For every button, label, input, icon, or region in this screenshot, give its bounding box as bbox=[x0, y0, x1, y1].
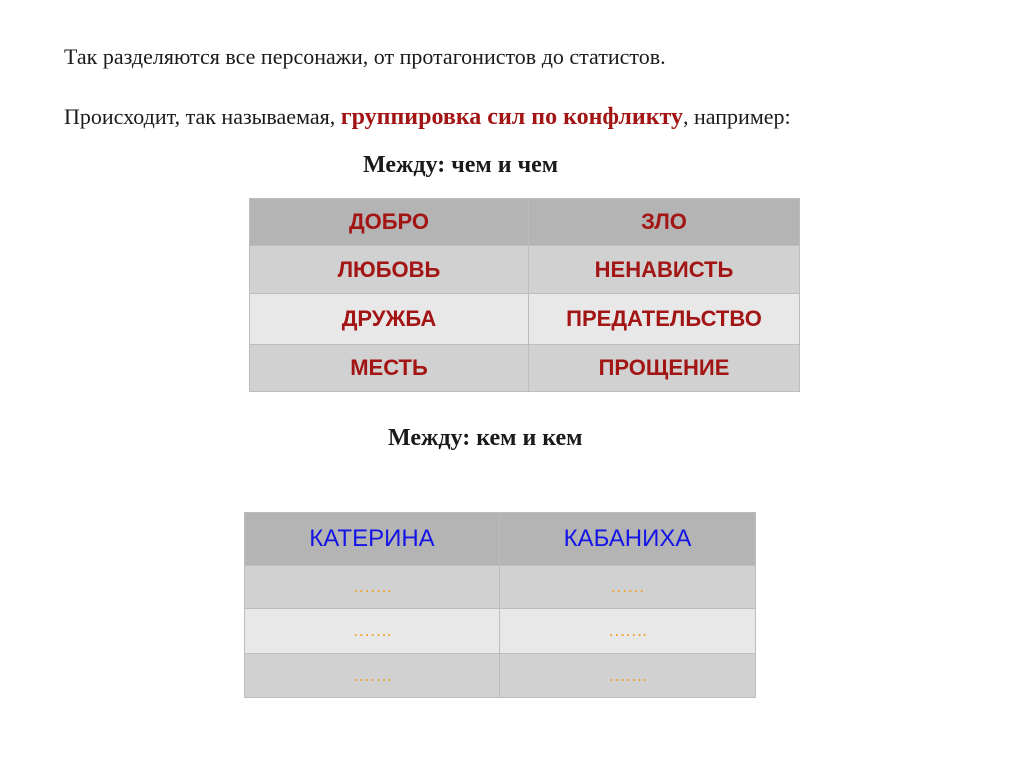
table-cell: ДОБРО bbox=[250, 199, 529, 246]
table-row bbox=[250, 199, 800, 246]
table-row bbox=[245, 654, 756, 698]
table-cell: ПРОЩЕНИЕ bbox=[529, 345, 800, 392]
table-cell: ЗЛО bbox=[529, 199, 800, 246]
table-row bbox=[245, 609, 756, 654]
intro-sentence-2 bbox=[64, 104, 791, 131]
characters-table bbox=[244, 512, 756, 698]
table-row bbox=[250, 345, 800, 392]
table-row bbox=[250, 246, 800, 294]
intro-sentence-1 bbox=[64, 44, 666, 70]
intro-line-2-before: Происходит, так называемая, bbox=[64, 104, 341, 129]
table-cell: ЛЮБОВЬ bbox=[250, 246, 529, 294]
character-name-katerina: КАТЕРИНА bbox=[245, 513, 500, 566]
intro-line-1-text: Так разделяются все персонажи, от протагонистов до статистов. bbox=[64, 44, 666, 69]
table-cell: ПРЕДАТЕЛЬСТВО bbox=[529, 294, 800, 345]
placeholder-cell: …… bbox=[500, 566, 756, 609]
placeholder-cell: ……. bbox=[245, 566, 500, 609]
placeholder-cell: ……. bbox=[245, 654, 500, 698]
character-name-kabanikha: КАБАНИХА bbox=[500, 513, 756, 566]
intro-line-2-after: , например: bbox=[683, 104, 791, 129]
placeholder-cell: ……. bbox=[245, 609, 500, 654]
table-row bbox=[245, 566, 756, 609]
placeholder-cell: ……. bbox=[500, 609, 756, 654]
conflict-grouping-highlight: группировка сил по конфликту bbox=[340, 104, 684, 130]
table-cell: НЕНАВИСТЬ bbox=[529, 246, 800, 294]
table-cell: ДРУЖБА bbox=[250, 294, 529, 345]
table-header-row bbox=[245, 513, 756, 566]
table-cell: МЕСТЬ bbox=[250, 345, 529, 392]
placeholder-cell: ……. bbox=[500, 654, 756, 698]
section-heading-what: Между: чем и чем bbox=[363, 152, 559, 178]
section-heading-who: Между: кем и кем bbox=[388, 425, 583, 451]
table-row bbox=[250, 294, 800, 345]
concepts-table bbox=[249, 198, 800, 392]
